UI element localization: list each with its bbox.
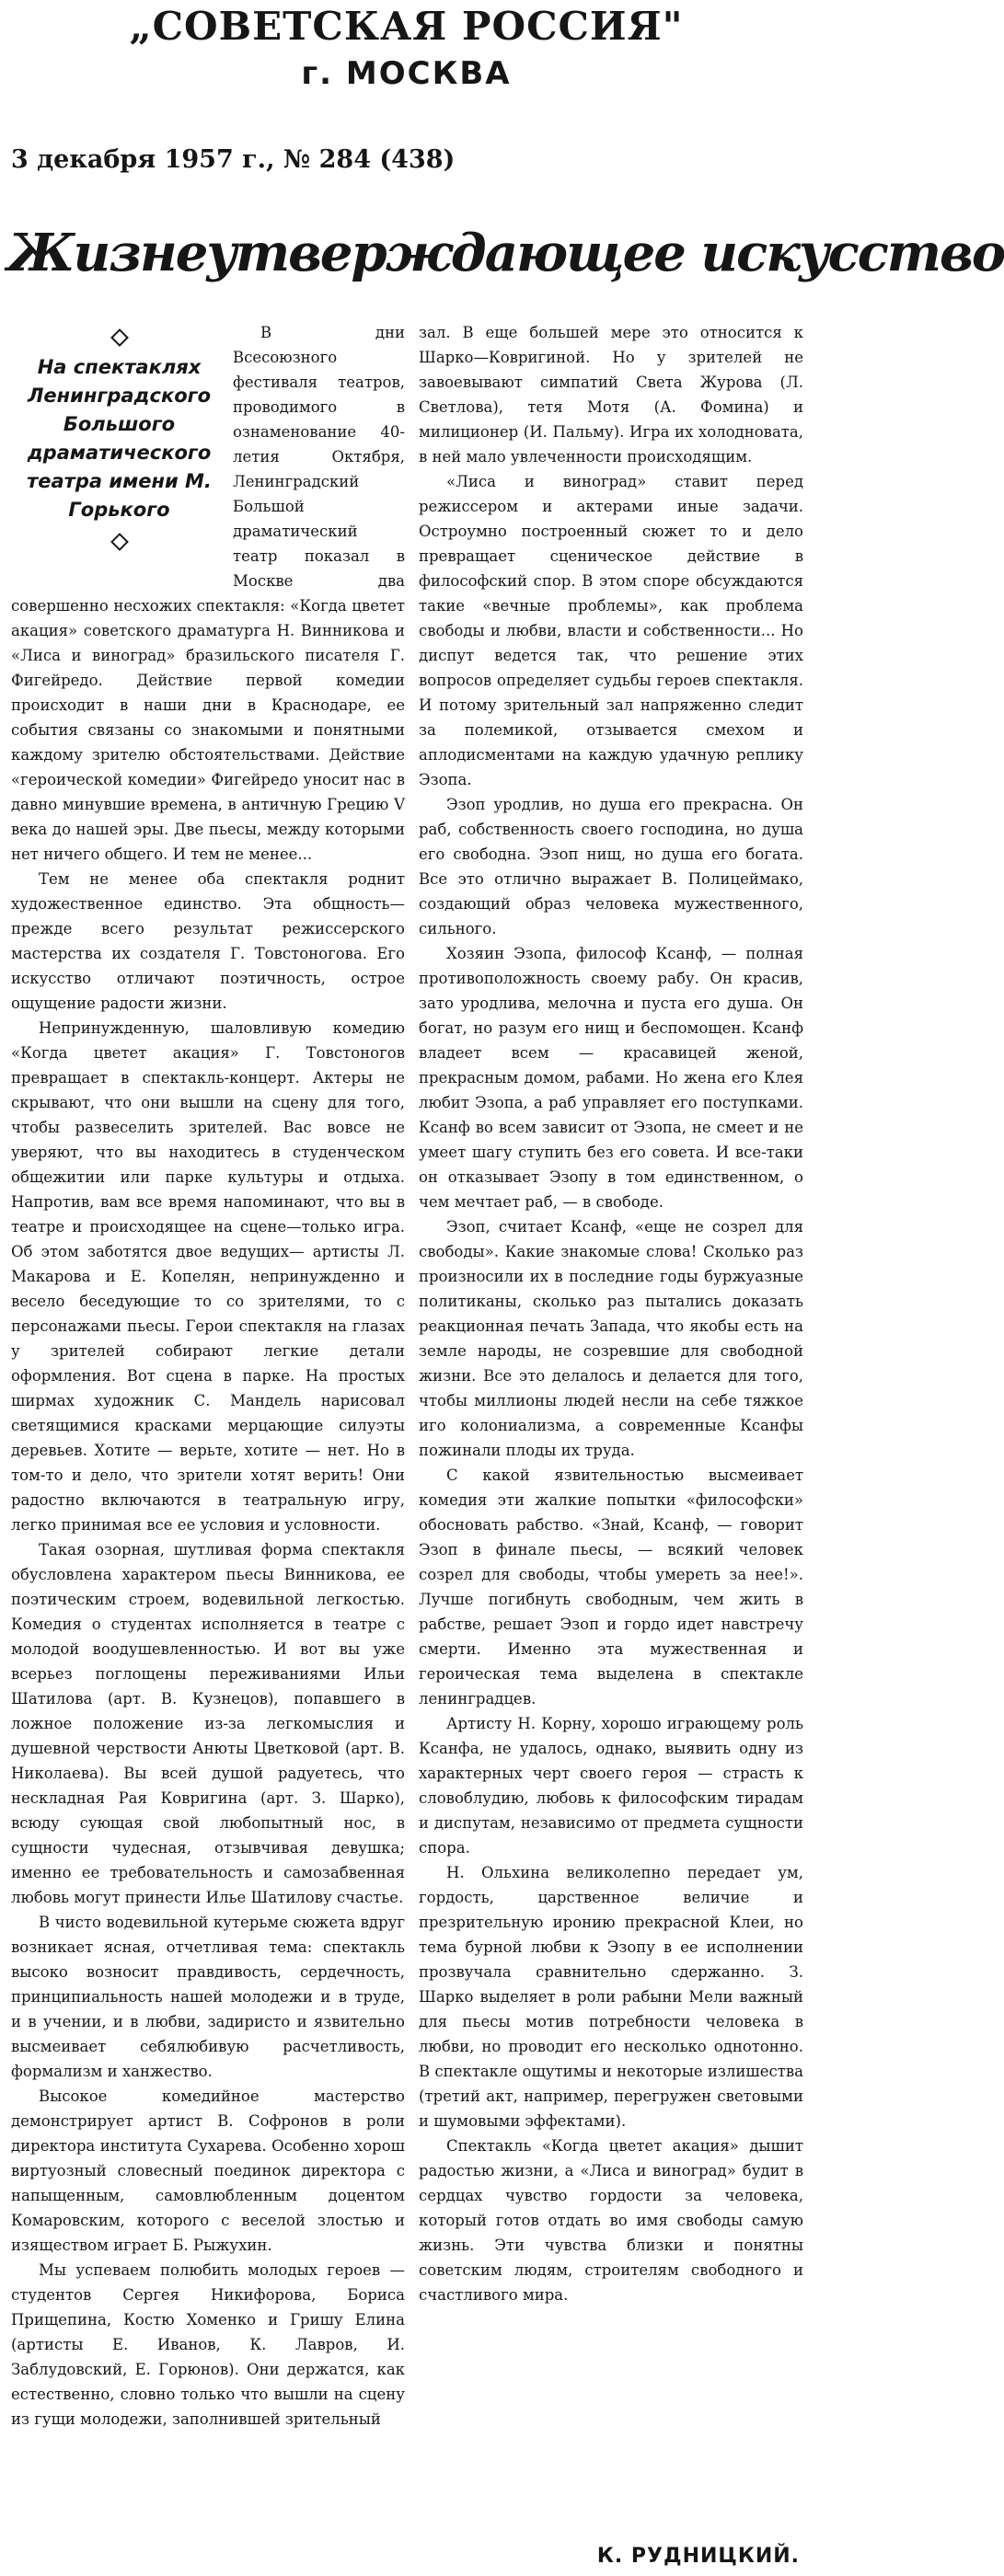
paragraph: зал. В еще большей мере это относится к Шарко—Ковригиной. Но у зрителей не завоевывают симпатий Света Журова (Л. Светлова), тетя Мотя (А. Фомина) и милиционер (И. Пальму). Игра их холодновата, в ней мало увлеченности происходящим. [419,324,803,466]
paragraph: Эзоп, считает Ксанф, «еще не созрел для свободы». Какие знакомые слова! Сколько раз произносили их в последние годы буржуазные политиканы, сколько раз пытались доказать реакционная печать Запада, что якобы есть на земле народы, не созревшие для свободной жизни. Все это делалось и делается для того, чтобы миллионы людей несли на себе тяжкое иго колониализма, а современные Ксанфы пожинали плоды их труда. [419,1218,803,1459]
article-column-left [11,320,405,2547]
masthead [0,0,813,147]
paragraph: Мы успеваем полюбить молодых героев — студентов Сергея Никифорова, Бориса Прищепина, Костю Хоменко и Гришу Елина (артисты Е. Иванов, К. Лавров, И. Заблудовский, Е. Горюнов). Они держатся, как естественно, словно только что вышли на сцену из гущи молодежи, заполнившей зрительный [11,2261,405,2428]
paragraph: Тем не менее оба спектакля роднит художественное единство. Эта общность—прежде всего результат режиссерского мастерства их создателя Г. Товстоногова. Его искусство отличают поэтичность, острое ощущение радости жизни. [11,870,405,1012]
paragraph: Такая озорная, шутливая форма спектакля обусловлена характером пьесы Винникова, ее поэтическим строем, водевильной легкостью. Комедия о студентах исполняется в театре с молодой воодушевленностью. И вот вы уже всерьез поглощены переживаниями Ильи Шатилова (арт. В. Кузнецов), попавшего в ложное положение из-за легкомыслия и душевной черствости Анюты Цветковой (арт. В. Николаева). Вы всей душой радуетесь, что нескладная Рая Ковригина (арт. З. Шарко), всюду сующая свой любопытный нос, в сущности чудесная, отзывчивая девушка; именно ее требовательность и самозабвенная любовь могут принести Илье Шатилову счастье. [11,1541,405,1906]
paragraph: Н. Ольхина великолепно передает ум, гордость, царственное величие и презрительную иронию прекрасной Клеи, но тема бурной любви к Эзопу в ее исполнении прозвучала сравнительно сдержанно. З. Шарко выделяет в роли рабыни Мели важный для пьесы мотив потребности человека в любви, но проводит его несколько однотонно. В спектакле ощутимы и некоторые излишества (третий акт, например, перегружен световыми и шумовыми эффектами). [419,1864,803,2130]
paragraph: Хозяин Эзопа, философ Ксанф, — полная противоположность своему рабу. Он красив, зато уродлива, мелочна и пуста его душа. Он богат, но разум его нищ и беспомощен. Ксанф владеет всем — красавицей женой, прекрасным домом, рабами. Но жена его Клея любит Эзопа, а раб управляет его поступками. Ксанф во всем зависит от Эзопа, не смеет и не умеет шагу ступить без его совета. И все-таки он отказывает Эзопу в том единственном, о чем мечтает раб, — в свободе. [419,945,803,1211]
paragraph: В дни Всесоюзного фестиваля театров, проводимого в ознаменование 40-летия Октября, Ленинградский Большой драматический театр показал в Москве два совершенно несхожих спектакля: «Когда цветет акация» советского драматурга Н. Винникова и «Лиса и виноград» бразильского писателя Г. Фигейредо. Действие первой комедии происходит в наши дни в Краснодаре, ее события связаны со знакомыми и понятными каждому зрителю обстоятельствами. Действие «героической комедии» Фигейредо уносит нас в давно минувшие времена, в античную Грецию V века до нашей эры. Две пьесы, между которыми нет ничего общего. И тем не менее... [11,324,405,863]
paragraph: Артисту Н. Корну, хорошо играющему роль Ксанфа, не удалось, однако, выявить одну из характерных черт своего героя — страсть к словоблудию, любовь к философским тирадам и диспутам, независимо от предмета сущности спора. [419,1715,803,1857]
paragraph: «Лиса и виноград» ставит перед режиссером и актерами иные задачи. Остроумно построенный сюжет то и дело превращает сценическое действие в философский спор. В этом споре обсуждаются такие «вечные проблемы», как проблема свободы и любви, власти и собственности... Но диспут ведется так, что решение этих вопросов определяет судьбы героев спектакля. И потому зрительный зал напряженно следит за полемикой, отзывается смехом и аплодисментами на каждую удачную реплику Эзопа. [419,473,803,788]
diamond-ornament-icon [110,533,129,551]
author-signature: К. РУДНИЦКИЙ. [596,2545,800,2568]
paragraph: Высокое комедийное мастерство демонстрирует артист В. Софронов в роли директора института Сухарева. Особенно хорош виртуозный словесный поединок директора с напыщенным, самовлюбленным доцентом Комаровским, которого с веселой злостью и изяществом играет Б. Рыжухин. [11,2087,405,2254]
dateline: 3 декабря 1957 г., № 284 (438) [11,145,456,174]
paragraph: С какой язвительностью высмеивает комедия эти жалкие попытки «философски» обосновать рабство. «Знай, Ксанф, — говорит Эзоп в финале пьесы, — всякий человек созрел для свободы, чтобы умереть за нее!». Лучше погибнуть свободным, чем жить в рабстве, решает Эзоп и гордо идет навстречу смерти. Именно эта мужественная и героическая тема выделена в спектакле ленинградцев. [419,1466,803,1708]
subhead-text: На спектаклях Ленинградского Большого драматического театра имени М. Горького [27,356,212,521]
paragraph: Спектакль «Когда цветет акация» дышит радостью жизни, а «Лиса и виноград» будит в сердцах чувство гордости за человека, который готов отдать во имя свободы самую жизнь. Эти чувства близки и понятны советским людям, строителям свободного и счастливого мира. [419,2137,803,2304]
paragraph: В чисто водевильной кутерьме сюжета вдруг возникает ясная, отчетливая тема: спектакль высоко возносит правдивость, сердечность, принципиальность нашей молодежи и в труде, и в учении, и в любви, задиристо и язвительно высмеивает себялюбивую расчетливость, формализм и ханжество. [11,1914,405,2080]
article-column-right [419,320,803,2547]
article-subhead [11,316,227,567]
newspaper-name: „СОВЕТСКАЯ РОССИЯ" [129,4,684,49]
diamond-ornament-icon [110,328,129,347]
paragraph: Эзоп уродлив, но душа его прекрасна. Он раб, собственность своего господина, но душа его свободна. Эзоп нищ, но душа его богата. Все это отлично выражает В. Полицеймако, создающий образ человека мужественного, сильного. [419,796,803,937]
paragraph: Непринужденную, шаловливую комедию «Когда цветет акация» Г. Товстоногов превращает в спектакль-концерт. Актеры не скрывают, что они вышли на сцену для того, чтобы развеселить зрителей. Вас вовсе не уверяют, что вы находитесь в студенческом общежитии или парке культуры и отдыха. Напротив, вам все время напоминают, что вы в театре и происходящее на сцене—только игра. Об этом заботятся двое ведущих— артисты Л. Макарова и Е. Копелян, непринужденно и весело беседующие то со зрителями, то с персонажами пьесы. Герои спектакля на глазах у зрителей собирают легкие детали оформления. Вот сцена в парке. На простых ширмах художник С. Мандель нарисовал светящимися красками мерцающие силуэты деревьев. Хотите — верьте, хотите — нет. Но в том-то и дело, что зрители хотят верить! Они радостно включаются в театральную игру, легко принимая все ее условия и условности. [11,1019,405,1534]
article-headline: Жизнеутверждающее искусство [7,223,1004,283]
city-label: г. МОСКВА [301,55,512,92]
